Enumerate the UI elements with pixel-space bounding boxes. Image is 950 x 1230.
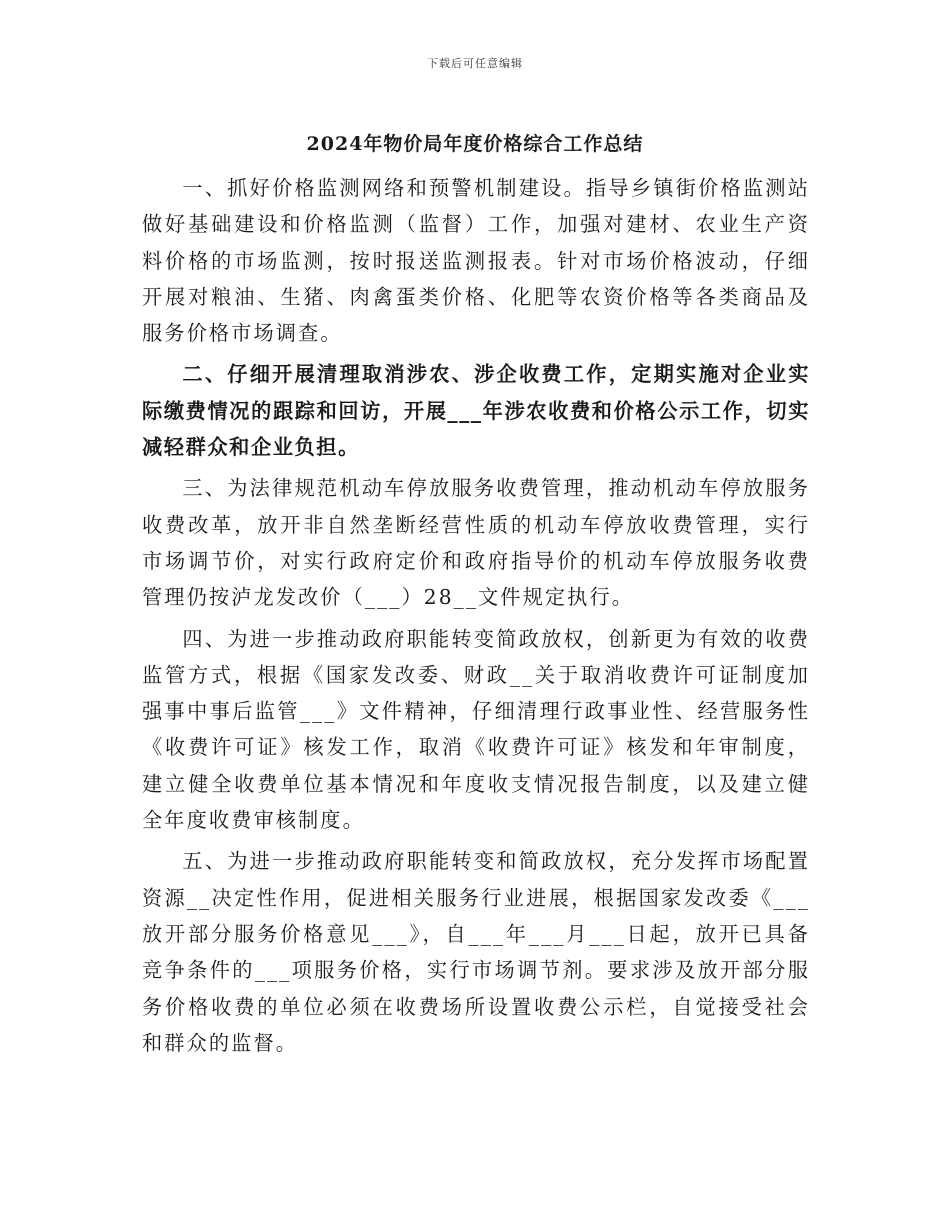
document-title: 2024年物价局年度价格综合工作总结 <box>306 133 644 155</box>
paragraph-5: 五、为进一步推动政府职能转变和简政放权，充分发挥市场配置资源__决定性作用，促进相关服务行业进展，根据国家发改委《___放开部分服务价格意见___》，自___年___月___日起，放开已具备竞争条件的___项服务价格，实行市场调节剂。要求涉及放开部分服务价格收费的单位必须在收费场所设置收费公示栏，自觉接受社会和群众的监督。 <box>142 849 810 1055</box>
paragraph-4: 四、为进一步推动政府职能转变简政放权，创新更为有效的收费监管方式，根据《国家发改委、财政__关于取消收费许可证制度加强事中事后监管___》文件精神，仔细清理行政事业性、经营服务性《收费许可证》核发工作，取消《收费许可证》核发和年审制度，建立健全收费单位基本情况和年度收支情况报告制度，以及建立健全年度收费审核制度。 <box>142 626 810 833</box>
paragraph-2: 二、仔细开展清理取消涉农、涉企收费工作，定期实施对企业实际缴费情况的跟踪和回访，开展___年涉农收费和价格公示工作，切实减轻群众和企业负担。 <box>142 362 810 460</box>
paragraph-1: 一、抓好价格监测网络和预警机制建设。指导乡镇街价格监测站做好基础建设和价格监测（监督）工作，加强对建材、农业生产资料价格的市场监测，按时报送监测报表。针对市场价格波动，仔细开展对粮油、生猪、肉禽蛋类价格、化肥等农资价格等各类商品及服务价格市场调查。 <box>142 176 810 346</box>
paragraph-3: 三、为法律规范机动车停放服务收费管理，推动机动车停放服务收费改革，放开非自然垄断经营性质的机动车停放收费管理，实行市场调节价，对实行政府定价和政府指导价的机动车停放服务收费管理仍按泸龙发改价（___）28__文件规定执行。 <box>142 476 810 610</box>
document-body <box>142 170 810 1061</box>
header-note: 下载后可任意编辑 <box>427 57 523 70</box>
